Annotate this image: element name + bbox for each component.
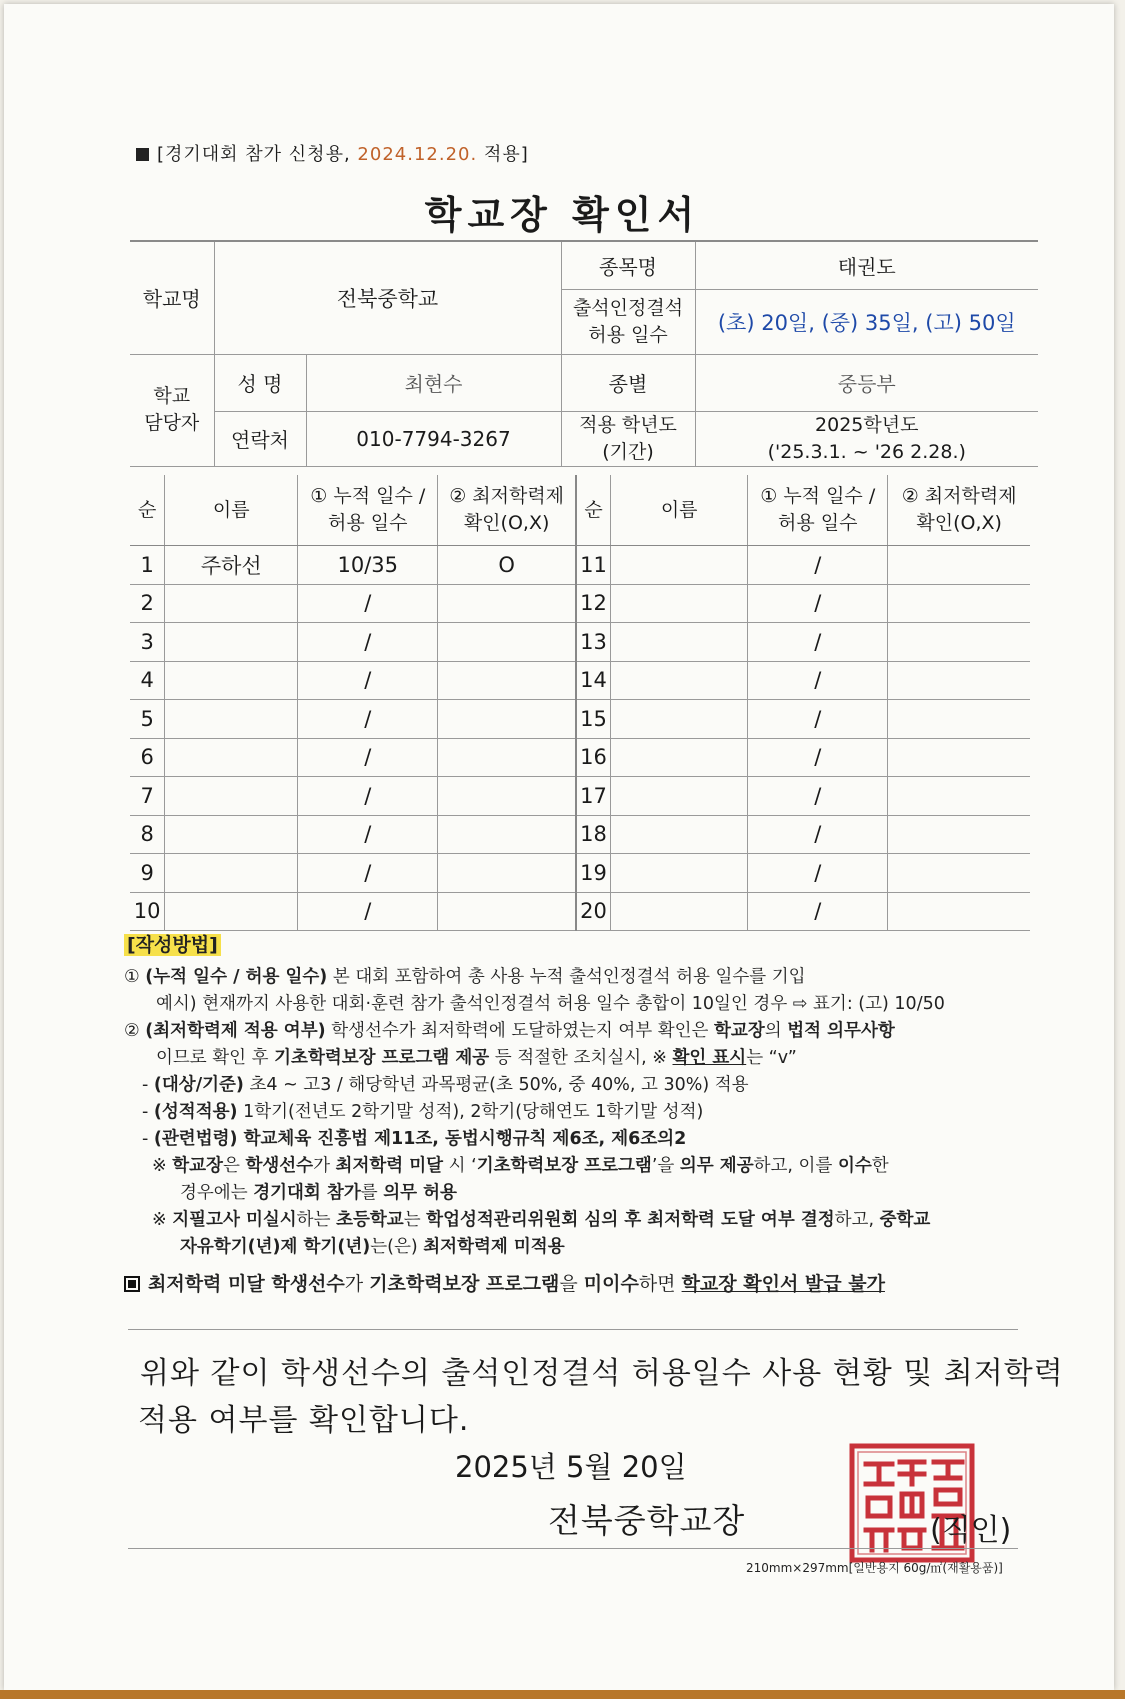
note-2-cont: 이므로 확인 후 기초학력보장 프로그램 제공 등 적절한 조치실시, ※ 확인 표시는 “v” xyxy=(156,1048,797,1068)
cell-check xyxy=(438,584,576,623)
note-1: ① (누적 일수 / 허용 일수) 본 대회 포함하여 총 사용 누적 출석인정결석 허용 일수를 기입 xyxy=(124,967,806,987)
cell-no: 1 xyxy=(130,546,165,585)
note-remark-2: ※ 지필고사 미실시하는 초등학교는 학업성적관리위원회 심의 후 최저학력 도달 여부 결정하고, 중학교 xyxy=(152,1210,931,1230)
contact-label: 연락처 xyxy=(214,411,306,466)
cell-no: 3 xyxy=(130,623,165,662)
school-label: 학교명 xyxy=(130,241,214,354)
seal-label: (직인) xyxy=(930,1513,1012,1548)
cell-name xyxy=(165,892,298,931)
table-row xyxy=(130,584,1030,623)
cell-name2 xyxy=(611,546,748,585)
cell-no: 4 xyxy=(130,661,165,700)
cell-no: 7 xyxy=(130,777,165,816)
table-row xyxy=(130,854,1030,893)
division-label: 종별 xyxy=(561,354,695,411)
cell-name2 xyxy=(611,623,748,662)
cell-check2 xyxy=(888,546,1030,585)
cell-days2: / xyxy=(748,815,888,854)
cell-no2: 20 xyxy=(576,892,611,931)
form-tag: [경기대회 참가 신청용, 2024.12.20. 적용] xyxy=(136,140,529,166)
absence-days-value: (초) 20일, (중) 35일, (고) 50일 xyxy=(695,289,1038,354)
cell-no2: 12 xyxy=(576,584,611,623)
table-row xyxy=(130,815,1030,854)
cell-name2 xyxy=(611,892,748,931)
info-table xyxy=(130,240,1038,467)
cell-name2 xyxy=(611,815,748,854)
instructions-heading: [작성방법] xyxy=(124,934,221,956)
cell-no2: 18 xyxy=(576,815,611,854)
note-final: 최저학력 미달 학생선수가 기초학력보장 프로그램을 미이수하면 학교장 확인서 발급 불가 xyxy=(124,1271,1024,1298)
cell-days2: / xyxy=(748,854,888,893)
event-label: 종목명 xyxy=(561,241,695,289)
cell-name xyxy=(165,584,298,623)
instructions xyxy=(124,932,1024,1298)
desk-edge xyxy=(0,1690,1125,1699)
cell-days2: / xyxy=(748,584,888,623)
table-row xyxy=(130,700,1030,739)
absence-label: 출석인정결석 허용 일수 xyxy=(561,289,695,354)
cell-check xyxy=(438,854,576,893)
note-sub-1: - (대상/기준) 초4 ~ 고3 / 해당학년 과목평균(초 50%, 중 40%, 고 30%) 적용 xyxy=(142,1075,749,1095)
table-row xyxy=(130,738,1030,777)
cell-days2: / xyxy=(748,546,888,585)
event-value: 태권도 xyxy=(695,241,1038,289)
cell-no: 8 xyxy=(130,815,165,854)
cell-check2 xyxy=(888,777,1030,816)
cell-no: 5 xyxy=(130,700,165,739)
cell-no: 9 xyxy=(130,854,165,893)
table-row xyxy=(130,546,1030,585)
cell-name2 xyxy=(611,777,748,816)
cell-check2 xyxy=(888,892,1030,931)
table-row xyxy=(130,892,1030,931)
cell-days: / xyxy=(298,854,438,893)
square-bullet-icon xyxy=(136,148,149,161)
cell-days2: / xyxy=(748,623,888,662)
tag-date: 2024.12.20. xyxy=(357,144,478,165)
table-row xyxy=(130,661,1030,700)
student-table xyxy=(130,475,1030,931)
name-value: 최현수 xyxy=(306,354,561,411)
note-sub-2: - (성적적용) 1학기(전년도 2학기말 성적), 2학기(당해연도 1학기말 성적) xyxy=(142,1102,704,1122)
cell-name xyxy=(165,661,298,700)
cell-no: 6 xyxy=(130,738,165,777)
checkbox-bullet-icon xyxy=(124,1276,140,1292)
table-header-row: 순 이름 ① 누적 일수 / 허용 일수 ② 최저학력제 확인(O,X) 순 이름 ① 누적 일수 / 허용 일수 ② 최저학력제 확인(O,X) xyxy=(130,475,1030,546)
cell-check2 xyxy=(888,700,1030,739)
cell-check: O xyxy=(438,546,576,585)
cell-days2: / xyxy=(748,892,888,931)
cell-days: / xyxy=(298,815,438,854)
cell-no2: 19 xyxy=(576,854,611,893)
cell-no2: 16 xyxy=(576,738,611,777)
note-sub-3: - (관련법령) 학교체육 진흥법 제11조, 동법시행규칙 제6조, 제6조의2 xyxy=(142,1129,687,1149)
cell-check xyxy=(438,623,576,662)
cell-name2 xyxy=(611,854,748,893)
note-2: ② (최저학력제 적용 여부) 학생선수가 최저학력에 도달하였는지 여부 확인은 학교장의 법적 의무사항 xyxy=(124,1021,895,1041)
cell-no2: 17 xyxy=(576,777,611,816)
cell-check2 xyxy=(888,584,1030,623)
manager-label: 학교 담당자 xyxy=(130,354,214,466)
note-remark-1-cont: 경우에는 경기대회 참가를 의무 허용 xyxy=(180,1183,457,1203)
cell-days: / xyxy=(298,661,438,700)
cell-days: / xyxy=(298,700,438,739)
cell-no: 2 xyxy=(130,584,165,623)
issuer-name: 전북중학교장 xyxy=(548,1501,746,1540)
cell-no2: 11 xyxy=(576,546,611,585)
cell-check xyxy=(438,738,576,777)
issue-date: 2025년 5월 20일 xyxy=(455,1450,687,1484)
note-remark-2-cont: 자유학기(년)제 학기(년)는(은) 최저학력제 미적용 xyxy=(180,1237,565,1257)
cell-days2: / xyxy=(748,700,888,739)
cell-name2 xyxy=(611,584,748,623)
paper-spec: 210mm×297mm[일반용지 60g/㎡(재활용품)] xyxy=(746,1561,1003,1575)
year-value: 2025학년도 ('25.3.1. ~ '26 2.28.) xyxy=(695,411,1038,466)
division-value: 중등부 xyxy=(695,354,1038,411)
cell-days: / xyxy=(298,777,438,816)
table-row xyxy=(130,777,1030,816)
cell-name2 xyxy=(611,738,748,777)
table-row xyxy=(130,623,1030,662)
cell-days2: / xyxy=(748,738,888,777)
contact-value: 010-7794-3267 xyxy=(306,411,561,466)
document-title: 학교장 확인서 xyxy=(424,193,701,237)
cell-check2 xyxy=(888,738,1030,777)
cell-days: / xyxy=(298,623,438,662)
divider-top xyxy=(128,1329,1018,1330)
cell-name xyxy=(165,623,298,662)
cell-check2 xyxy=(888,661,1030,700)
cell-no: 10 xyxy=(130,892,165,931)
cell-check2 xyxy=(888,854,1030,893)
cell-days: / xyxy=(298,738,438,777)
name-label: 성 명 xyxy=(214,354,306,411)
confirmation-statement: 위와 같이 학생선수의 출석인정결석 허용일수 사용 현황 및 최저학력 적용 여부를 확인합니다. xyxy=(138,1356,1064,1438)
cell-days: / xyxy=(298,892,438,931)
cell-no2: 13 xyxy=(576,623,611,662)
cell-check xyxy=(438,700,576,739)
cell-no2: 14 xyxy=(576,661,611,700)
cell-name xyxy=(165,777,298,816)
note-remark-1: ※ 학교장은 학생선수가 최저학력 미달 시 ‘기초학력보장 프로그램’을 의무 제공하고, 이를 이수한 xyxy=(152,1156,889,1176)
cell-check2 xyxy=(888,815,1030,854)
cell-days: / xyxy=(298,584,438,623)
cell-check xyxy=(438,892,576,931)
school-value: 전북중학교 xyxy=(214,241,561,354)
cell-name2 xyxy=(611,700,748,739)
cell-check xyxy=(438,777,576,816)
divider-bottom xyxy=(128,1548,1018,1549)
cell-name2 xyxy=(611,661,748,700)
cell-days: 10/35 xyxy=(298,546,438,585)
cell-check xyxy=(438,815,576,854)
cell-name xyxy=(165,738,298,777)
cell-name xyxy=(165,815,298,854)
cell-name xyxy=(165,700,298,739)
cell-name: 주하선 xyxy=(165,546,298,585)
cell-days2: / xyxy=(748,777,888,816)
year-label: 적용 학년도 (기간) xyxy=(561,411,695,466)
cell-days2: / xyxy=(748,661,888,700)
cell-no2: 15 xyxy=(576,700,611,739)
cell-check2 xyxy=(888,623,1030,662)
note-1-example: 예시) 현재까지 사용한 대회·훈련 참가 출석인정결석 허용 일수 총합이 10일인 경우 ⇨ 표기: (고) 10/50 xyxy=(156,994,945,1014)
cell-check xyxy=(438,661,576,700)
cell-name xyxy=(165,854,298,893)
